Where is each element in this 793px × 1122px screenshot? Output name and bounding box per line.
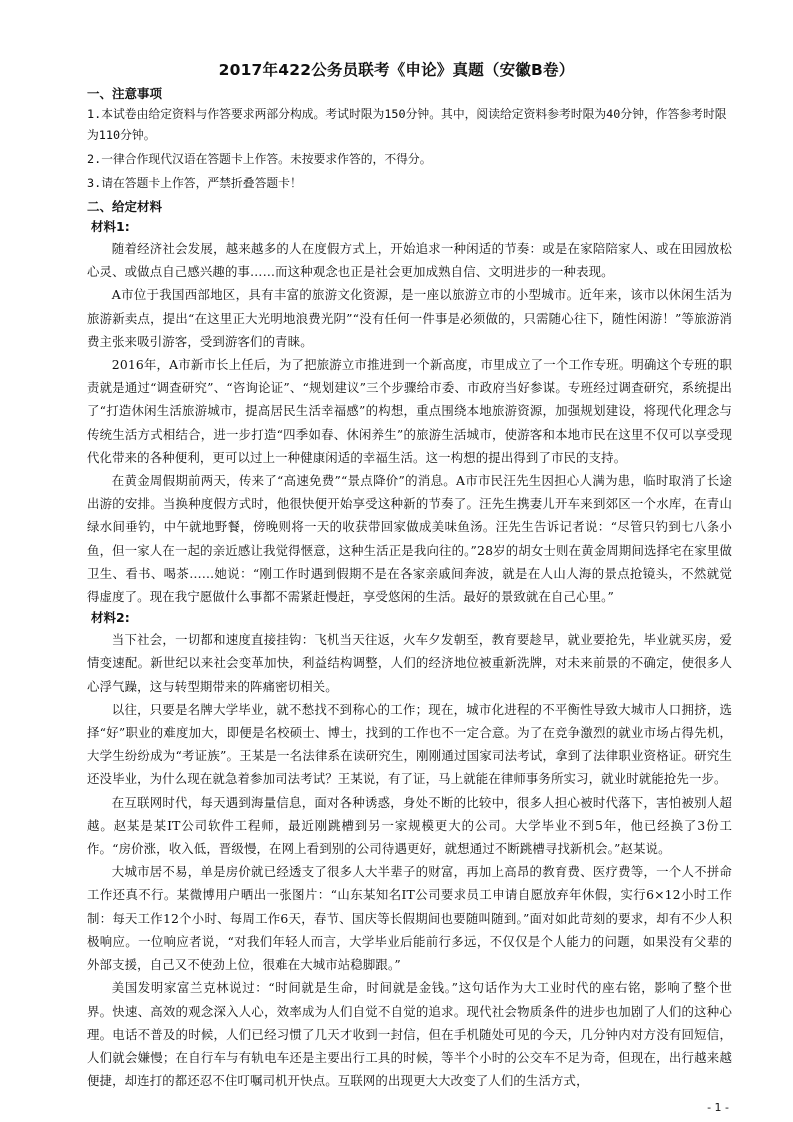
material-paragraph: 随着经济社会发展，越来越多的人在度假方式上，开始追求一种闲适的节奏：或是在家陪陪家人、或在田园放松心灵、或做点自己感兴趣的事……而这种观念也正是社会更加成熟自信、文明进步的一种表现。 bbox=[87, 241, 732, 280]
material-paragraph: 美国发明家富兰克林说过：“时间就是生命，时间就是金钱。”这句话作为大工业时代的座右铭，影响了整个世界。快速、高效的观念深入人心，效率成为人们自觉不自觉的追求。现代社会物质条件的进步也加剧了人们的这种心理。电话不普及的时候，人们已经习惯了几天才收到一封信，但在手机随处可见的今天，几分钟内对方没有回短信，人们就会嫌慢；在自行车与有轨电车还是主要出行工具的时候，等半个小时的公交车不足为奇，但现在，出行越来越便捷，却连打的都还忍不住叮嘱司机开快点。互联网的出现更大大改变了人们的生活方式， bbox=[87, 980, 732, 1089]
material-paragraph: 大城市居不易，单是房价就已经透支了很多人大半辈子的财富，再加上高昂的教育费、医疗费等，一个人不拼命工作还真不行。某微博用户晒出一张图片：“山东某知名IT公司要求员工申请自愿放弃年休假，实行6×12小时工作制：每天工作12个小时、每周工作6天，春节、国庆等长假期间也要随叫随到。”面对如此苛刻的要求，却有不少人积极响应。一位响应者说，“对我们年轻人而言，大学毕业后能前行多远，不仅仅是个人能力的问题，如果没有父辈的外部支援，自己又不使劲上位，很难在大城市站稳脚跟。” bbox=[87, 864, 732, 973]
section-heading-notes: 一、注意事项 bbox=[87, 86, 163, 101]
note-item: 2.一律合作现代汉语在答题卡上作答。未按要求作答的，不得分。 bbox=[87, 152, 432, 166]
material-paragraph: 以往，只要是名牌大学毕业，就不愁找不到称心的工作；现在，城市化进程的不平衡性导致大城市人口拥挤，选择“好”职业的难度加大，即便是名校硕士、博士，找到的工作也不一定合意。为了在竞争激烈的就业市场占得先机，大学生纷纷成为“考证族”。王某是一名法律系在读研究生，刚刚通过国家司法考试，拿到了法律职业资格证。研究生还没毕业，为什么现在就急着参加司法考试？王某说，有了证，马上就能在律师事务所实习，就业时就能抢先一步。 bbox=[87, 701, 732, 787]
material-paragraph: A市位于我国西部地区，具有丰富的旅游文化资源，是一座以旅游立市的小型城市。近年来，该市以休闲生活为旅游新卖点，提出“在这里正大光明地浪费光阴”“没有任何一件事是必须做的，只需随心往下，随性闲游！”等旅游消费主张来吸引游客，受到游客们的青睐。 bbox=[87, 287, 732, 349]
material-paragraph: 当下社会，一切都和速度直接挂钩：飞机当天往返，火车夕发朝至，教育要趁早，就业要抢先，毕业就买房，爱情变速配。新世纪以来社会变革加快，利益结构调整，人们的经济地位被重新洗牌，对未来前景的不确定，使很多人心浮气躁，这与转型期带来的阵痛密切相关。 bbox=[87, 632, 732, 694]
page-number: - 1 - bbox=[707, 1101, 729, 1114]
material-label: 材料1: bbox=[91, 219, 130, 234]
document-title: 2017年422公务员联考《申论》真题（安徽B卷） bbox=[218, 61, 575, 79]
material-label: 材料2: bbox=[91, 610, 130, 626]
material-paragraph: 在黄金周假期前两天，传来了“高速免费”“景点降价”的消息。A市市民汪先生因担心人满为患，临时取消了长途出游的安排。当换种度假方式时，他很快便开始享受这种新的节奏了。汪先生携妻儿开车来到郊区一个水库，在青山绿水间垂钓，中午就地野餐，傍晚则将一天的收获带回家做成美味鱼汤。汪先生告诉记者说：“尽管只钓到七八条小鱼，但一家人在一起的亲近感让我觉得惬意，这种生活正是我向往的。”28岁的胡女士则在黄金周期间选择宅在家里做卫生、看书、喝茶……她说：“刚工作时遇到假期不是在各家亲戚间奔波，就是在人山人海的景点抢镜头，不然就觉得虚度了。现在我宁愿做什么事都不需紧赶慢赶，享受悠闲的生活。最好的景致就在自己心里。” bbox=[87, 473, 732, 605]
material-paragraph: 在互联网时代，每天遇到海量信息，面对各种诱惑，身处不断的比较中，很多人担心被时代落下，害怕被别人超越。赵某是某IT公司软件工程师，最近刚跳槽到另一家规模更大的公司。大学毕业不到5年，他已经换了3份工作。“房价涨，收入低，晋级慢，在网上看到别的公司待遇更好，就想通过不断跳槽寻找新机会。”赵某说。 bbox=[87, 794, 732, 857]
section-heading-materials: 二、给定材料 bbox=[87, 199, 163, 214]
material-paragraph: 2016年，A市新市长上任后，为了把旅游立市推进到一个新高度，市里成立了一个工作专班。明确这个专班的职责就是通过“调查研究”、“咨询论证”、“规划建议”三个步骤给市委、市政府当好参谋。专班经过调查研究，系统提出了“打造休闲生活旅游城市，提高居民生活幸福感”的构想，重点围绕本地旅游资源，加强规划建设，将现代化理念与传统生活方式相结合，进一步打造“四季如春、休闲养生”的旅游生活城市，使游客和本地市民在这里不仅可以享受现代化带来的各种便利，更可以过上一种健康闲适的幸福生活。这一构想的提出得到了市民的支持。 bbox=[87, 357, 732, 465]
note-item: 1.本试卷由给定资料与作答要求两部分构成。考试时限为150分钟。其中，阅读给定资料参考时限为40分钟，作答参考时限为110分钟。 bbox=[87, 107, 727, 142]
document-body bbox=[87, 84, 732, 1092]
note-item: 3.请在答题卡上作答，严禁折叠答题卡！ bbox=[87, 176, 302, 190]
